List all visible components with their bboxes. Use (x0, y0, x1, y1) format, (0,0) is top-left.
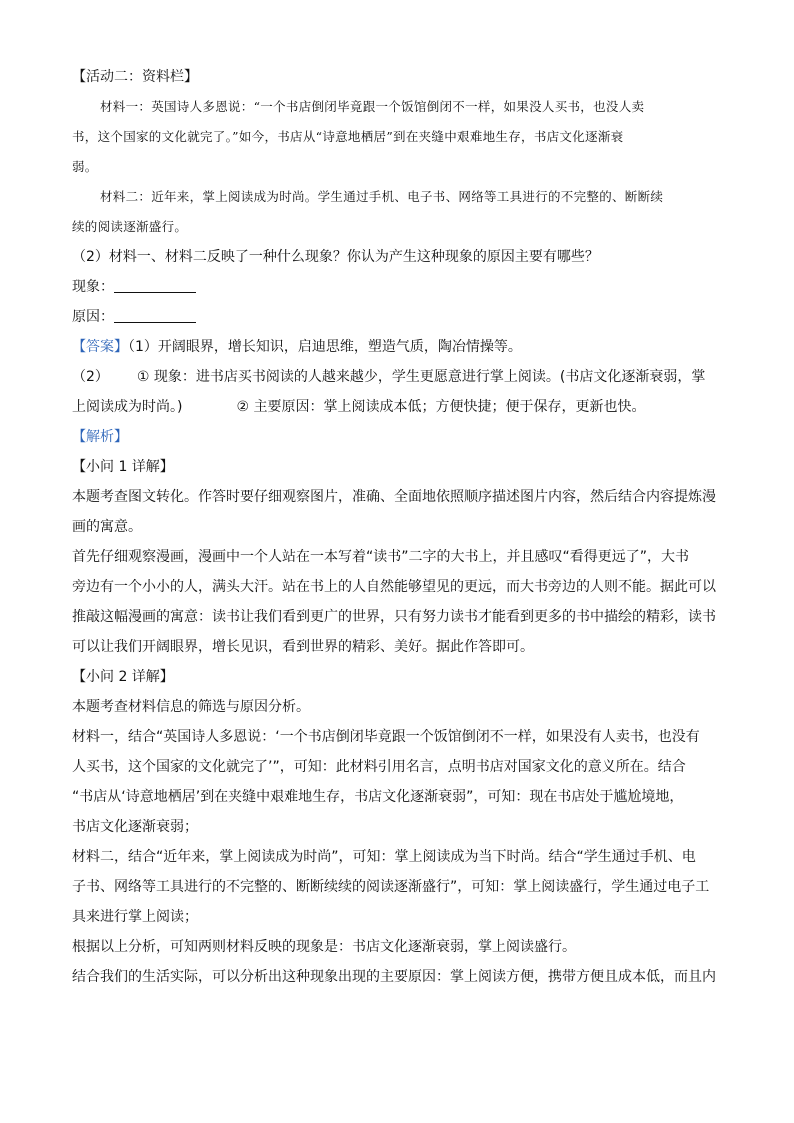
q2-para2-line2: 人买书，这个国家的文化就完了’”，可知：此材料引用名言，点明书店对国家文化的意义所在。结合 (72, 759, 686, 775)
analysis-tag: 【解析】 (72, 429, 128, 445)
phenomenon-label: 现象： (72, 279, 114, 295)
material1-line2: 书，这个国家的文化就完了。”如今，书店从“诗意地栖居”到在夹缝中艰难地生存，书店文化逐渐衰 (72, 129, 624, 144)
material2-line2: 续的阅读逐渐盛行。 (72, 219, 188, 234)
material2-line1: 材料二：近年来，掌上阅读成为时尚。学生通过手机、电子书、网络等工具进行的不完整的、断断续 (100, 189, 664, 204)
answer-row-1 (72, 332, 722, 362)
reason-blank (114, 308, 196, 323)
activity-heading: 【活动二：资料栏】 (72, 69, 198, 85)
q1-para2-line2: 旁边有一个小小的人，满头大汗。站在书上的人自然能够望见的更远，而大书旁边的人则不能。据此可以 (72, 579, 716, 595)
q1-heading: 【小问 1 详解】 (72, 459, 174, 475)
q2-para3-line2: 子书、网络等工具进行的不完整的、断断续续的阅读逐渐盛行”，可知：掌上阅读盛行，学生通过电子工 (72, 879, 710, 895)
phenomenon-blank (114, 278, 196, 293)
question-2: （2）材料一、材料二反映了一种什么现象？你认为产生这种现象的原因主要有哪些？ (72, 249, 599, 265)
q2-para5: 结合我们的生活实际，可以分析出这种现象出现的主要原因：掌上阅读方便，携带方便且成本低，而且内 (72, 969, 716, 985)
answer-row-3 (72, 392, 722, 422)
q1-para1-line1: 本题考查图文转化。作答时要仔细观察图片，准确、全面地依照顺序描述图片内容，然后结合内容提炼漫 (72, 489, 716, 505)
material1-line3: 弱。 (72, 159, 98, 174)
q1-para2-line1: 首先仔细观察漫画，漫画中一个人站在一本写着“读书”二字的大书上，并且感叹“看得更远了”，大书 (72, 549, 690, 565)
q1-para2-line4: 可以让我们开阔眼界，增长见识，看到世界的精彩、美好。据此作答即可。 (72, 639, 534, 655)
q2-heading: 【小问 2 详解】 (72, 669, 174, 685)
q2-para1: 本题考查材料信息的筛选与原因分析。 (72, 699, 310, 715)
q1-para2-line3: 推敲这幅漫画的寓意：读书让我们看到更广的世界，只有努力读书才能看到更多的书中描绘的精彩，读书 (72, 609, 716, 625)
answer-part2-number: （2） (72, 369, 109, 385)
reason-blank-row (72, 302, 722, 332)
q2-para3-line3: 具来进行掌上阅读； (72, 909, 198, 925)
answer-part2-item1: ① 现象：进书店买书阅读的人越来越少，学生更愿意进行掌上阅读。(书店文化逐渐衰弱，掌 (136, 369, 706, 385)
answer-row-2 (72, 362, 722, 392)
q2-para2-line1: 材料一，结合“英国诗人多恩说：‘一个书店倒闭毕竟跟一个饭馆倒闭不一样，如果没有人卖书，也没有 (72, 729, 700, 745)
q2-para2-line3: “书店从‘诗意地栖居’到在夹缝中艰难地生存，书店文化逐渐衰弱”，可知：现在书店处于尴尬境地， (72, 789, 684, 805)
q2-para2-line4: 书店文化逐渐衰弱； (72, 819, 198, 835)
q2-para3-line1: 材料二，结合“近年来，掌上阅读成为时尚”，可知：掌上阅读成为当下时尚。结合“学生通过手机、电 (72, 849, 696, 865)
phenomenon-blank-row (72, 272, 722, 302)
answer-part2-item1-cont: 上阅读成为时尚。) (72, 399, 183, 415)
reason-label: 原因： (72, 309, 114, 325)
material1-line1: 材料一：英国诗人多恩说：“一个书店倒闭毕竟跟一个饭馆倒闭不一样，如果没人买书，也没人卖 (100, 99, 645, 114)
answer-part1: （1）开阔眼界，增长知识，启迪思维，塑造气质，陶冶情操等。 (128, 339, 522, 355)
q1-para1-line2: 画的寓意。 (72, 519, 142, 535)
document-page (72, 62, 722, 992)
answer-tag: 【答案】 (72, 339, 128, 355)
answer-part2-item2: ② 主要原因：掌上阅读成本低；方便快捷；便于保存，更新也快。 (236, 399, 646, 415)
q2-para4: 根据以上分析，可知两则材料反映的现象是：书店文化逐渐衰弱，掌上阅读盛行。 (72, 939, 576, 955)
